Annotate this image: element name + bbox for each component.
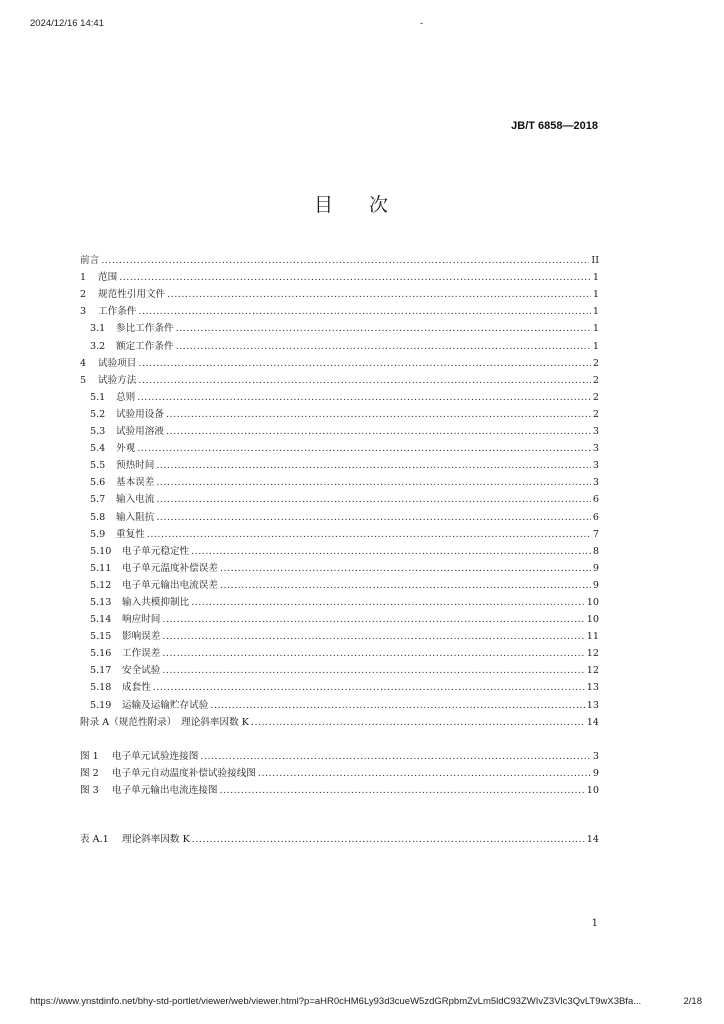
- toc-entry-label: 基本误差: [116, 477, 155, 489]
- toc-entry-label: 安全试验: [122, 665, 161, 677]
- toc-entry-number: 5.5: [90, 460, 106, 472]
- toc-entry[interactable]: [80, 746, 599, 763]
- toc-entry-label: 参比工作条件: [116, 323, 174, 335]
- toc-entry-label: 输入共模抑制比: [122, 596, 190, 608]
- toc-entry-page: 8: [592, 545, 599, 557]
- toc-entry-label: 预热时间: [116, 460, 155, 472]
- toc-entry-label: 额定工作条件: [116, 340, 174, 352]
- toc-entry-number: 5.16: [90, 648, 112, 660]
- toc-entry-label: 工作误差: [122, 648, 161, 660]
- toc-leader-dots: [162, 614, 584, 626]
- toc-leader-dots: [192, 834, 585, 846]
- toc-entry-page: 2: [592, 374, 599, 386]
- toc-entry-page: II: [591, 255, 599, 267]
- toc-entry[interactable]: [80, 829, 599, 846]
- toc-entry[interactable]: [80, 455, 599, 472]
- toc-entry-number: 5.15: [90, 631, 112, 643]
- toc-entry[interactable]: [80, 558, 599, 575]
- toc-leader-dots: [166, 409, 591, 421]
- toc-gap: [80, 813, 599, 829]
- toc-leader-dots: [258, 768, 591, 780]
- toc-entry-label: 附录 A（规范性附录） 理论斜率因数 K: [80, 716, 249, 728]
- toc-entry[interactable]: [80, 267, 599, 284]
- toc-entry[interactable]: [80, 370, 599, 387]
- toc-entry-label: 重复性: [116, 528, 145, 540]
- toc-entry-number: 5.18: [90, 682, 112, 694]
- toc-leader-dots: [220, 785, 585, 797]
- toc-entry-number: 3.2: [90, 340, 106, 352]
- toc-entry[interactable]: [80, 353, 599, 370]
- toc-entry-number: 3: [80, 306, 87, 318]
- toc-entry[interactable]: [80, 472, 599, 489]
- toc-gap: [80, 797, 599, 813]
- toc-entry-label: 电子单元温度补偿误差: [122, 562, 218, 574]
- toc-entry[interactable]: [80, 335, 599, 352]
- toc-entry-number: 5.12: [90, 579, 112, 591]
- toc-leader-dots: [153, 682, 585, 694]
- toc-entry-page: 2: [592, 391, 599, 403]
- toc-entry-number: 5.11: [90, 562, 112, 574]
- print-page-count: 2/18: [683, 996, 702, 1007]
- toc-leader-dots: [220, 563, 591, 575]
- toc-leader-dots: [176, 341, 591, 353]
- toc-entry-label: 理论斜率因数 K: [122, 834, 190, 845]
- toc-entry-label: 电子单元输出电流连接图: [112, 784, 218, 796]
- toc-entry-number: 5.19: [90, 699, 112, 711]
- toc-entry-label: 电子单元试验连接图: [112, 750, 199, 762]
- toc-leader-dots: [147, 529, 591, 541]
- toc-entry-number: 3.1: [90, 323, 106, 335]
- toc-entry-label: 试验用设备: [116, 408, 164, 420]
- toc-entry-page: 9: [592, 562, 599, 574]
- toc-gap: [80, 729, 599, 746]
- toc-entry-label: 外观: [116, 443, 136, 455]
- page-number: 1: [591, 918, 598, 929]
- toc-entry[interactable]: [80, 626, 599, 643]
- toc-entry[interactable]: [80, 250, 599, 267]
- toc-entry-label: 运输及运输贮存试验: [122, 699, 209, 711]
- toc-leader-dots: [167, 289, 591, 301]
- toc-leader-dots: [191, 546, 591, 558]
- toc-entry-number: 5.9: [90, 528, 106, 540]
- toc-entry-number: 5.14: [90, 614, 112, 626]
- toc-entry-number: 1: [80, 272, 87, 284]
- toc-entry-number: 图 1: [80, 750, 99, 762]
- toc-entry[interactable]: [80, 404, 599, 421]
- toc-entry[interactable]: [80, 387, 599, 404]
- toc-entry-number: 5: [80, 374, 87, 386]
- toc-entry-page: 10: [586, 596, 599, 608]
- toc-entry-label: 总则: [116, 391, 136, 403]
- toc-entry-page: 13: [586, 699, 599, 711]
- toc-entry-label: 规范性引用文件: [98, 289, 166, 301]
- toc-figure-entries: [80, 746, 599, 797]
- toc-entry-page: 2: [592, 357, 599, 369]
- toc-leader-dots: [138, 358, 591, 370]
- toc-leader-dots: [200, 751, 591, 763]
- toc-entry-number: 5.4: [90, 443, 106, 455]
- toc-entry[interactable]: [80, 541, 599, 558]
- toc-entry-page: 6: [592, 511, 599, 523]
- toc-entry-label: 前言: [80, 255, 100, 267]
- toc-entry[interactable]: [80, 301, 599, 318]
- toc-entry[interactable]: [80, 712, 599, 729]
- toc-entry-page: 7: [592, 528, 599, 540]
- page-title: 目次: [313, 194, 424, 216]
- toc-leader-dots: [166, 426, 591, 438]
- toc-entry-label: 电子单元自动温度补偿试验接线图: [112, 767, 256, 779]
- toc-entry-label: 试验方法: [98, 374, 137, 386]
- toc-entry[interactable]: [80, 677, 599, 694]
- toc-leader-dots: [210, 700, 584, 712]
- toc-entry-page: 3: [592, 443, 599, 455]
- toc-entry-page: 3: [592, 477, 599, 489]
- toc-entry-page: 1: [592, 272, 599, 284]
- toc-leader-dots: [162, 648, 584, 660]
- toc-entry-page: 14: [586, 716, 599, 728]
- toc-entry[interactable]: [80, 780, 599, 797]
- toc-entry-page: 3: [592, 750, 599, 762]
- toc-entry-number: 5.6: [90, 477, 106, 489]
- toc-leader-dots: [101, 255, 589, 267]
- toc-entry[interactable]: [80, 524, 599, 541]
- toc-entry-number: 4: [80, 357, 87, 369]
- standard-code: JB/T 6858—2018: [511, 120, 598, 132]
- toc-leader-dots: [251, 717, 585, 729]
- toc-entry-page: 3: [592, 426, 599, 438]
- toc-entry[interactable]: [80, 489, 599, 506]
- toc-entry[interactable]: [80, 763, 599, 780]
- toc-leader-dots: [162, 631, 584, 643]
- toc-entry-page: 9: [592, 579, 599, 591]
- toc-entry-page: 1: [592, 306, 599, 318]
- toc-entry-page: 12: [586, 665, 599, 677]
- toc-entry-page: 3: [592, 460, 599, 472]
- toc-entry-page: 2: [592, 408, 599, 420]
- toc-entry-page: 1: [592, 289, 599, 301]
- toc-leader-dots: [176, 323, 591, 335]
- toc-leader-dots: [156, 512, 591, 524]
- print-footer: [30, 996, 702, 1010]
- toc-entry[interactable]: [80, 592, 599, 609]
- toc-entry[interactable]: [80, 421, 599, 438]
- toc-entry-number: 5.13: [90, 596, 112, 608]
- toc-entry-page: 9: [592, 767, 599, 779]
- toc-entry-number: 5.10: [90, 545, 112, 557]
- toc-entry-number: 5.17: [90, 665, 112, 677]
- print-url: https://www.ynstdinfo.net/bhy-std-portlet/viewer/web/viewer.html?p=aHR0cHM6Ly93d3cueW5zdGRpbmZvLm5ldC93ZWIvZ3Vlc3QvLT9wX3Bfa...: [30, 996, 642, 1007]
- toc-entry-page: 10: [586, 784, 599, 796]
- table-of-contents: [80, 250, 599, 846]
- print-title: -: [420, 18, 424, 29]
- toc-entry[interactable]: [80, 438, 599, 455]
- toc-entry-page: 13: [586, 682, 599, 694]
- toc-leader-dots: [156, 477, 591, 489]
- toc-entry[interactable]: [80, 643, 599, 660]
- toc-leader-dots: [220, 580, 591, 592]
- toc-entry-page: 6: [592, 494, 599, 506]
- toc-entry-label: 试验用溶液: [116, 426, 164, 438]
- toc-entry-page: 1: [592, 340, 599, 352]
- toc-entry-page: 14: [586, 834, 599, 845]
- toc-leader-dots: [137, 443, 591, 455]
- toc-entry-page: 12: [586, 648, 599, 660]
- toc-entry-number: 5.1: [90, 391, 106, 403]
- toc-entry[interactable]: [80, 284, 599, 301]
- toc-leader-dots: [191, 597, 585, 609]
- toc-entry-number: 2: [80, 289, 87, 301]
- toc-leader-dots: [156, 494, 591, 506]
- toc-leader-dots: [138, 375, 591, 387]
- toc-entry[interactable]: [80, 609, 599, 626]
- toc-entry-number: 5.2: [90, 408, 106, 420]
- toc-entry-number: 表 A.1: [80, 834, 109, 845]
- toc-entry-label: 输入阻抗: [116, 511, 155, 523]
- toc-entry-label: 电子单元稳定性: [122, 545, 190, 557]
- toc-entry-number: 5.8: [90, 511, 106, 523]
- toc-entry[interactable]: [80, 660, 599, 677]
- toc-leader-dots: [156, 460, 591, 472]
- toc-entry-page: 11: [586, 631, 599, 643]
- toc-entry-label: 电子单元输出电流误差: [122, 579, 218, 591]
- toc-leader-dots: [137, 392, 591, 404]
- toc-leader-dots: [162, 665, 584, 677]
- toc-entry-page: 10: [586, 614, 599, 626]
- toc-entry-number: 图 3: [80, 784, 99, 796]
- toc-entry-label: 响应时间: [122, 614, 161, 626]
- toc-entry-number: 5.7: [90, 494, 106, 506]
- toc-entry-number: 5.3: [90, 426, 106, 438]
- toc-main-entries: [80, 250, 599, 729]
- toc-leader-dots: [119, 272, 591, 284]
- toc-entry-page: 1: [592, 323, 599, 335]
- print-header: [30, 18, 694, 32]
- toc-table-entries: [80, 829, 599, 846]
- toc-entry-number: 图 2: [80, 767, 99, 779]
- toc-entry[interactable]: [80, 318, 599, 335]
- toc-entry[interactable]: [80, 506, 599, 523]
- toc-entry-label: 试验项目: [98, 357, 137, 369]
- toc-entry-label: 输入电流: [116, 494, 155, 506]
- toc-entry-label: 影响误差: [122, 631, 161, 643]
- toc-entry-label: 成套性: [122, 682, 151, 694]
- print-timestamp: 2024/12/16 14:41: [30, 18, 104, 29]
- toc-entry[interactable]: [80, 575, 599, 592]
- toc-entry[interactable]: [80, 694, 599, 711]
- toc-entry-label: 范围: [98, 272, 118, 284]
- toc-entry-label: 工作条件: [98, 306, 137, 318]
- toc-leader-dots: [138, 306, 591, 318]
